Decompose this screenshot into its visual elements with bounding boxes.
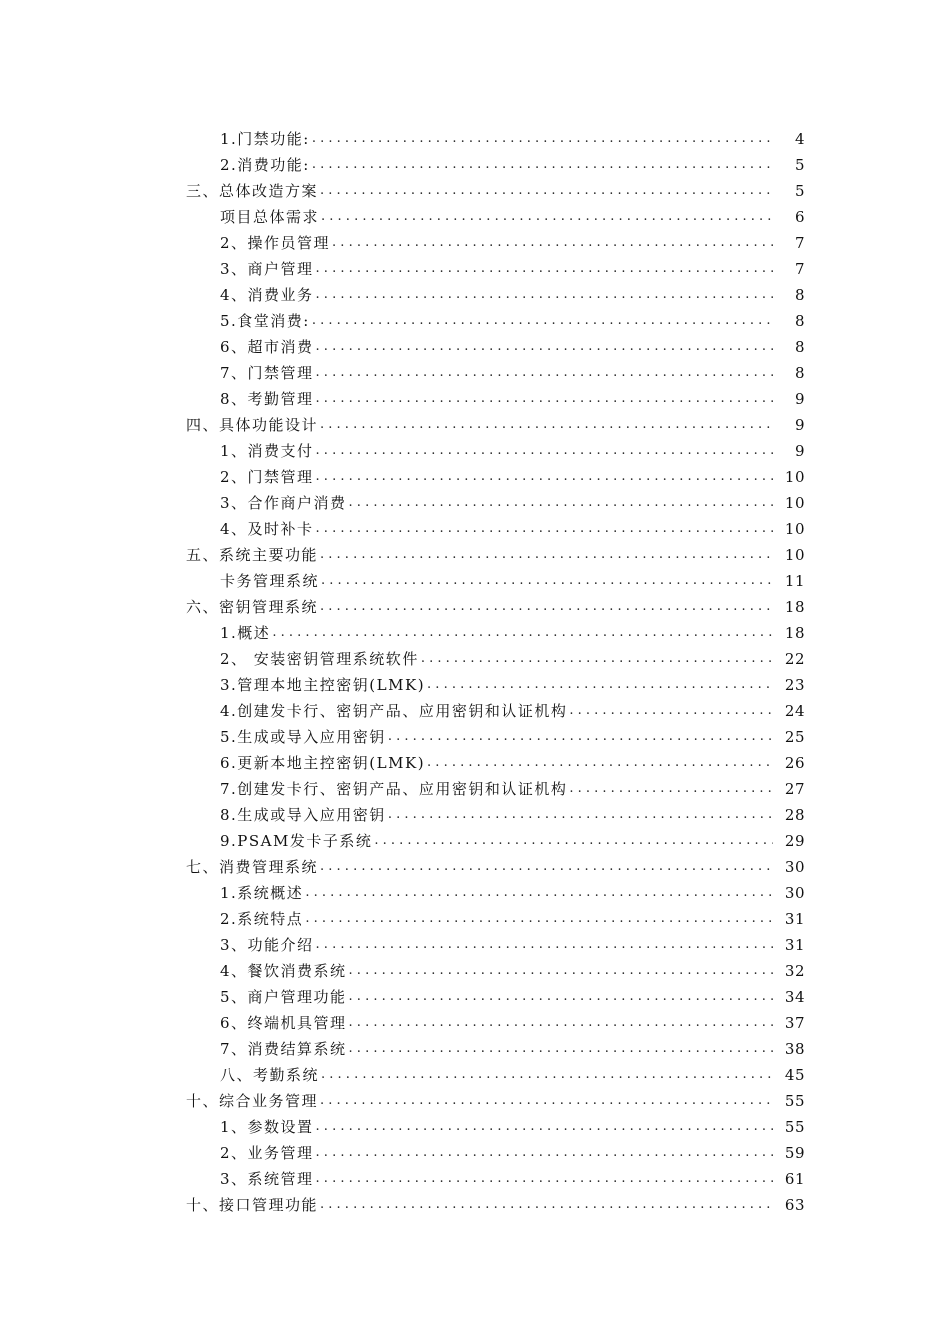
toc-entry[interactable] xyxy=(0,1166,950,1192)
toc-entry-page-number: 4 xyxy=(794,130,805,148)
dot-leader xyxy=(569,698,773,724)
toc-entry-page-number: 8 xyxy=(794,364,805,382)
toc-entry-label: 7、门禁管理 xyxy=(220,360,314,386)
toc-entry-page-number: 55 xyxy=(784,1092,805,1110)
toc-entry-page-number: 63 xyxy=(784,1196,805,1214)
dot-leader xyxy=(427,672,773,698)
toc-entry-page-number: 29 xyxy=(784,832,805,850)
toc-entry-label: 7、消费结算系统 xyxy=(220,1036,347,1062)
toc-entry[interactable] xyxy=(0,412,950,438)
toc-entry-label: 6.更新本地主控密钥(LMK) xyxy=(220,750,425,776)
toc-entry-label: 1.概述 xyxy=(220,620,270,646)
toc-entry[interactable] xyxy=(0,542,950,568)
dot-leader xyxy=(349,958,773,984)
toc-entry-label: 5、商户管理功能 xyxy=(220,984,347,1010)
toc-entry-page-number: 45 xyxy=(784,1066,805,1084)
toc-entry-page-number: 26 xyxy=(784,754,805,772)
toc-entry-label: 四、具体功能设计 xyxy=(186,412,318,438)
dot-leader xyxy=(316,932,773,958)
toc-entry-page-number: 31 xyxy=(784,910,805,928)
dot-leader xyxy=(316,360,773,386)
toc-entry[interactable] xyxy=(0,464,950,490)
toc-entry[interactable] xyxy=(0,568,950,594)
dot-leader xyxy=(312,126,773,152)
toc-entry-page-number: 9 xyxy=(794,416,805,434)
toc-entry-page-number: 8 xyxy=(794,286,805,304)
toc-entry[interactable] xyxy=(0,932,950,958)
toc-entry-label: 2.消费功能: xyxy=(220,152,310,178)
toc-entry-page-number: 24 xyxy=(784,702,805,720)
toc-entry-label: 3、功能介绍 xyxy=(220,932,314,958)
toc-entry[interactable] xyxy=(0,360,950,386)
toc-entry-label: 五、系统主要功能 xyxy=(186,542,318,568)
dot-leader xyxy=(349,1010,773,1036)
dot-leader xyxy=(349,490,773,516)
toc-entry-label: 4、消费业务 xyxy=(220,282,314,308)
dot-leader xyxy=(312,308,773,334)
dot-leader xyxy=(316,516,773,542)
toc-entry-label: 2、 安装密钥管理系统软件 xyxy=(220,646,419,672)
toc-entry[interactable] xyxy=(0,594,950,620)
toc-entry-page-number: 23 xyxy=(784,676,805,694)
toc-entry[interactable] xyxy=(0,308,950,334)
toc-entry-page-number: 18 xyxy=(784,598,805,616)
toc-entry-label: 八、考勤系统 xyxy=(220,1062,319,1088)
dot-leader xyxy=(427,750,773,776)
toc-entry-page-number: 5 xyxy=(794,182,805,200)
toc-entry[interactable] xyxy=(0,880,950,906)
toc-entry-label: 8、考勤管理 xyxy=(220,386,314,412)
toc-entry-label: 2.系统特点 xyxy=(220,906,303,932)
toc-entry-page-number: 25 xyxy=(784,728,805,746)
dot-leader xyxy=(272,620,773,646)
toc-entry[interactable] xyxy=(0,776,950,802)
toc-entry-page-number: 5 xyxy=(794,156,805,174)
dot-leader xyxy=(388,802,773,828)
toc-entry-page-number: 22 xyxy=(784,650,805,668)
toc-entry[interactable] xyxy=(0,984,950,1010)
dot-leader xyxy=(388,724,773,750)
toc-entry-label: 3.管理本地主控密钥(LMK) xyxy=(220,672,425,698)
dot-leader xyxy=(569,776,773,802)
toc-entry-label: 6、终端机具管理 xyxy=(220,1010,347,1036)
toc-entry-page-number: 34 xyxy=(784,988,805,1006)
dot-leader xyxy=(312,152,773,178)
toc-entry-page-number: 10 xyxy=(784,520,805,538)
toc-entry-label: 3、商户管理 xyxy=(220,256,314,282)
dot-leader xyxy=(316,334,773,360)
toc-entry[interactable] xyxy=(0,178,950,204)
toc-entry[interactable] xyxy=(0,620,950,646)
toc-entry-page-number: 38 xyxy=(784,1040,805,1058)
dot-leader xyxy=(349,984,773,1010)
toc-entry-page-number: 18 xyxy=(784,624,805,642)
toc-entry-label: 5.食堂消费: xyxy=(220,308,310,334)
table-of-contents xyxy=(0,126,950,1218)
dot-leader xyxy=(316,438,773,464)
toc-entry-label: 1、参数设置 xyxy=(220,1114,314,1140)
toc-entry-page-number: 37 xyxy=(784,1014,805,1032)
toc-entry-page-number: 32 xyxy=(784,962,805,980)
toc-entry-page-number: 55 xyxy=(784,1118,805,1136)
toc-entry[interactable] xyxy=(0,490,950,516)
toc-entry-label: 2、业务管理 xyxy=(220,1140,314,1166)
dot-leader xyxy=(320,542,773,568)
toc-entry-page-number: 27 xyxy=(784,780,805,798)
toc-entry-label: 六、密钥管理系统 xyxy=(186,594,318,620)
toc-entry-label: 7.创建发卡行、密钥产品、应用密钥和认证机构 xyxy=(220,776,567,802)
toc-entry-label: 七、消费管理系统 xyxy=(186,854,318,880)
dot-leader xyxy=(332,230,773,256)
dot-leader xyxy=(320,594,773,620)
toc-entry-label: 1.系统概述 xyxy=(220,880,303,906)
toc-entry-page-number: 30 xyxy=(784,884,805,902)
toc-entry-label: 十、接口管理功能 xyxy=(186,1192,318,1218)
toc-entry-label: 1、消费支付 xyxy=(220,438,314,464)
toc-entry-page-number: 9 xyxy=(794,442,805,460)
toc-entry-page-number: 7 xyxy=(794,260,805,278)
toc-entry[interactable] xyxy=(0,334,950,360)
dot-leader xyxy=(321,568,773,594)
toc-entry-page-number: 10 xyxy=(784,468,805,486)
toc-entry-page-number: 11 xyxy=(784,572,805,590)
dot-leader xyxy=(349,1036,773,1062)
toc-entry-label: 6、超市消费 xyxy=(220,334,314,360)
toc-entry[interactable] xyxy=(0,1114,950,1140)
dot-leader xyxy=(320,178,773,204)
toc-entry[interactable] xyxy=(0,230,950,256)
toc-entry-label: 2、门禁管理 xyxy=(220,464,314,490)
toc-entry[interactable] xyxy=(0,282,950,308)
toc-entry[interactable] xyxy=(0,698,950,724)
toc-entry-page-number: 8 xyxy=(794,312,805,330)
toc-entry-label: 3、系统管理 xyxy=(220,1166,314,1192)
toc-entry-label: 十、综合业务管理 xyxy=(186,1088,318,1114)
toc-entry[interactable] xyxy=(0,152,950,178)
toc-entry[interactable] xyxy=(0,646,950,672)
toc-entry[interactable] xyxy=(0,802,950,828)
dot-leader xyxy=(316,464,773,490)
dot-leader xyxy=(316,386,773,412)
toc-entry[interactable] xyxy=(0,386,950,412)
dot-leader xyxy=(320,1088,773,1114)
toc-entry-page-number: 30 xyxy=(784,858,805,876)
toc-entry-page-number: 59 xyxy=(784,1144,805,1162)
toc-entry-page-number: 10 xyxy=(784,546,805,564)
toc-entry-page-number: 6 xyxy=(794,208,805,226)
toc-entry-label: 1.门禁功能: xyxy=(220,126,310,152)
toc-entry-label: 5.生成或导入应用密钥 xyxy=(220,724,386,750)
toc-entry[interactable] xyxy=(0,1088,950,1114)
dot-leader xyxy=(316,1114,773,1140)
toc-entry-label: 3、合作商户消费 xyxy=(220,490,347,516)
toc-entry-label: 9.PSAM发卡子系统 xyxy=(220,828,372,854)
toc-entry[interactable] xyxy=(0,1010,950,1036)
toc-entry-page-number: 9 xyxy=(794,390,805,408)
toc-entry-page-number: 31 xyxy=(784,936,805,954)
toc-entry-label: 三、总体改造方案 xyxy=(186,178,318,204)
dot-leader xyxy=(305,906,773,932)
toc-entry[interactable] xyxy=(0,958,950,984)
toc-entry-label: 卡务管理系统 xyxy=(220,568,319,594)
toc-entry-page-number: 7 xyxy=(794,234,805,252)
toc-entry-label: 4、及时补卡 xyxy=(220,516,314,542)
dot-leader xyxy=(321,204,773,230)
toc-entry[interactable] xyxy=(0,1192,950,1218)
toc-entry[interactable] xyxy=(0,204,950,230)
dot-leader xyxy=(320,854,773,880)
toc-entry-page-number: 10 xyxy=(784,494,805,512)
toc-entry-label: 2、操作员管理 xyxy=(220,230,330,256)
toc-entry[interactable] xyxy=(0,438,950,464)
toc-entry[interactable] xyxy=(0,906,950,932)
dot-leader xyxy=(320,412,773,438)
toc-entry-label: 4.创建发卡行、密钥产品、应用密钥和认证机构 xyxy=(220,698,567,724)
toc-entry[interactable] xyxy=(0,672,950,698)
toc-entry[interactable] xyxy=(0,1062,950,1088)
toc-entry[interactable] xyxy=(0,126,950,152)
toc-entry[interactable] xyxy=(0,854,950,880)
dot-leader xyxy=(316,282,773,308)
toc-entry[interactable] xyxy=(0,750,950,776)
toc-entry[interactable] xyxy=(0,516,950,542)
dot-leader xyxy=(320,1192,773,1218)
toc-entry-label: 项目总体需求 xyxy=(220,204,319,230)
dot-leader xyxy=(321,1062,773,1088)
toc-entry-page-number: 61 xyxy=(784,1170,805,1188)
toc-entry[interactable] xyxy=(0,1036,950,1062)
dot-leader xyxy=(316,1166,773,1192)
dot-leader xyxy=(316,256,773,282)
toc-entry-label: 8.生成或导入应用密钥 xyxy=(220,802,386,828)
toc-entry-page-number: 28 xyxy=(784,806,805,824)
dot-leader xyxy=(374,828,773,854)
toc-entry-page-number: 8 xyxy=(794,338,805,356)
dot-leader xyxy=(421,646,773,672)
dot-leader xyxy=(316,1140,773,1166)
toc-entry-label: 4、餐饮消费系统 xyxy=(220,958,347,984)
toc-entry[interactable] xyxy=(0,828,950,854)
dot-leader xyxy=(305,880,773,906)
toc-entry[interactable] xyxy=(0,256,950,282)
toc-entry[interactable] xyxy=(0,1140,950,1166)
toc-entry[interactable] xyxy=(0,724,950,750)
